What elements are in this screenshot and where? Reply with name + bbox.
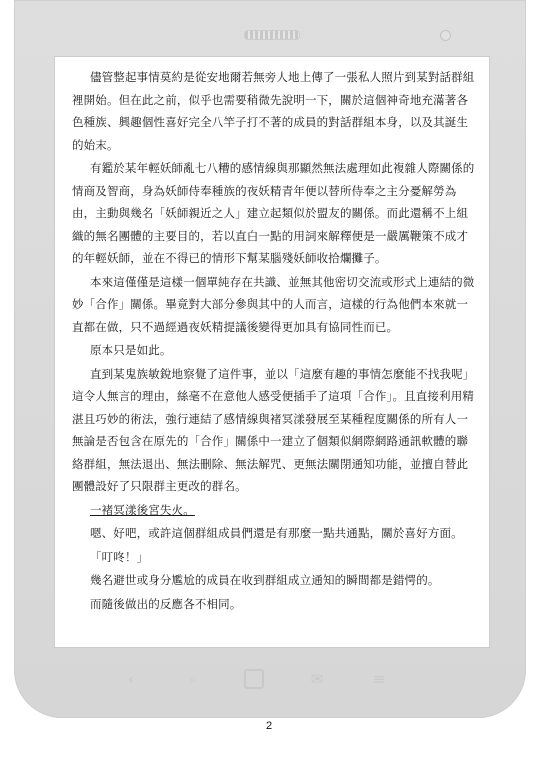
home-icon (244, 669, 264, 689)
paragraph: 幾名避世或身分尷尬的成員在收到群組成立通知的瞬間都是錯愕的。 (90, 573, 440, 587)
paragraph: 直到某鬼族敏銳地察覺了這件事，並以「這麼有趣的事情怎麼能不找我呢」這令人無言的理由，絲毫不在意他人感受便插手了這項「合作」。且直接利用精湛且巧妙的術法，強行連結了感情線與褚冥漾發展至某種程度關係的所有人一無論是否包含在原先的「合作」關係中一建立了個類似網際網路通訊軟體的聯絡群組，無法退出、無法刪除、無法解咒、更無法關閉通知功能，並擅自替此團體設好了只限群主更改的群名。 (72, 366, 475, 493)
back-icon[interactable]: ‹ (128, 670, 134, 688)
tablet-frame (14, 0, 526, 718)
paragraph: 「叮咚！」 (90, 549, 149, 564)
menu-icon[interactable]: ≡ (372, 670, 386, 688)
paragraph: 本來這僅僅是這樣一個單純存在共識、並無其他密切交流或形式上連結的微妙「合作」關係。畢竟對大部分參與其中的人而言，這樣的行為他們本來就一直都在做，只不過經過夜妖精提議後變得更加具有協同性而已。 (72, 274, 475, 334)
paragraph: 而隨後做出的反應各不相同。 (90, 596, 242, 611)
story-text (55, 57, 489, 615)
camera-icon (440, 30, 451, 41)
tablet-screen (55, 57, 489, 647)
paragraph: 原本只是如此。 (90, 343, 172, 357)
group-name-line: 一褚冥漾後宮失火。 (90, 502, 195, 517)
speaker-grille (244, 30, 300, 40)
paragraph: 嗯、好吧，或許這個群組成員們還是有那麼一點共通點，關於喜好方面。 (90, 526, 463, 540)
mail-icon[interactable]: ✉ (310, 670, 324, 688)
tablet-nav-bar (120, 668, 390, 690)
home-button[interactable] (244, 669, 266, 689)
paragraph: 有鑑於某年輕妖師亂七八糟的感情線與那顯然無法處理如此複雜人際關係的情商及智商，身為妖師侍奉種族的夜妖精青年便以替所侍奉之主分憂解勞為由，主動與幾名「妖師親近之人」建立起類似於盟友的關係。而此還稱不上組織的無名團體的主要目的，若以直白一點的用詞來解釋便是一嚴厲鞭策不成才的年輕妖師，並在不得已的情形下幫某腦殘妖師收拾爛攤子。 (72, 161, 475, 265)
page-number: 2 (265, 720, 273, 732)
paragraph: 儘管整起事情莫約是從安地爾若無旁人地上傳了一張私人照片到某對話群組裡開始。但在此之前，似乎也需要稍微先說明一下，關於這個神奇地充滿著各色種族、興趣個性喜好完全八竿子打不著的成員的對話群組本身，以及其誕生的始末。 (72, 70, 475, 152)
search-icon[interactable]: ⌕ (188, 670, 198, 688)
